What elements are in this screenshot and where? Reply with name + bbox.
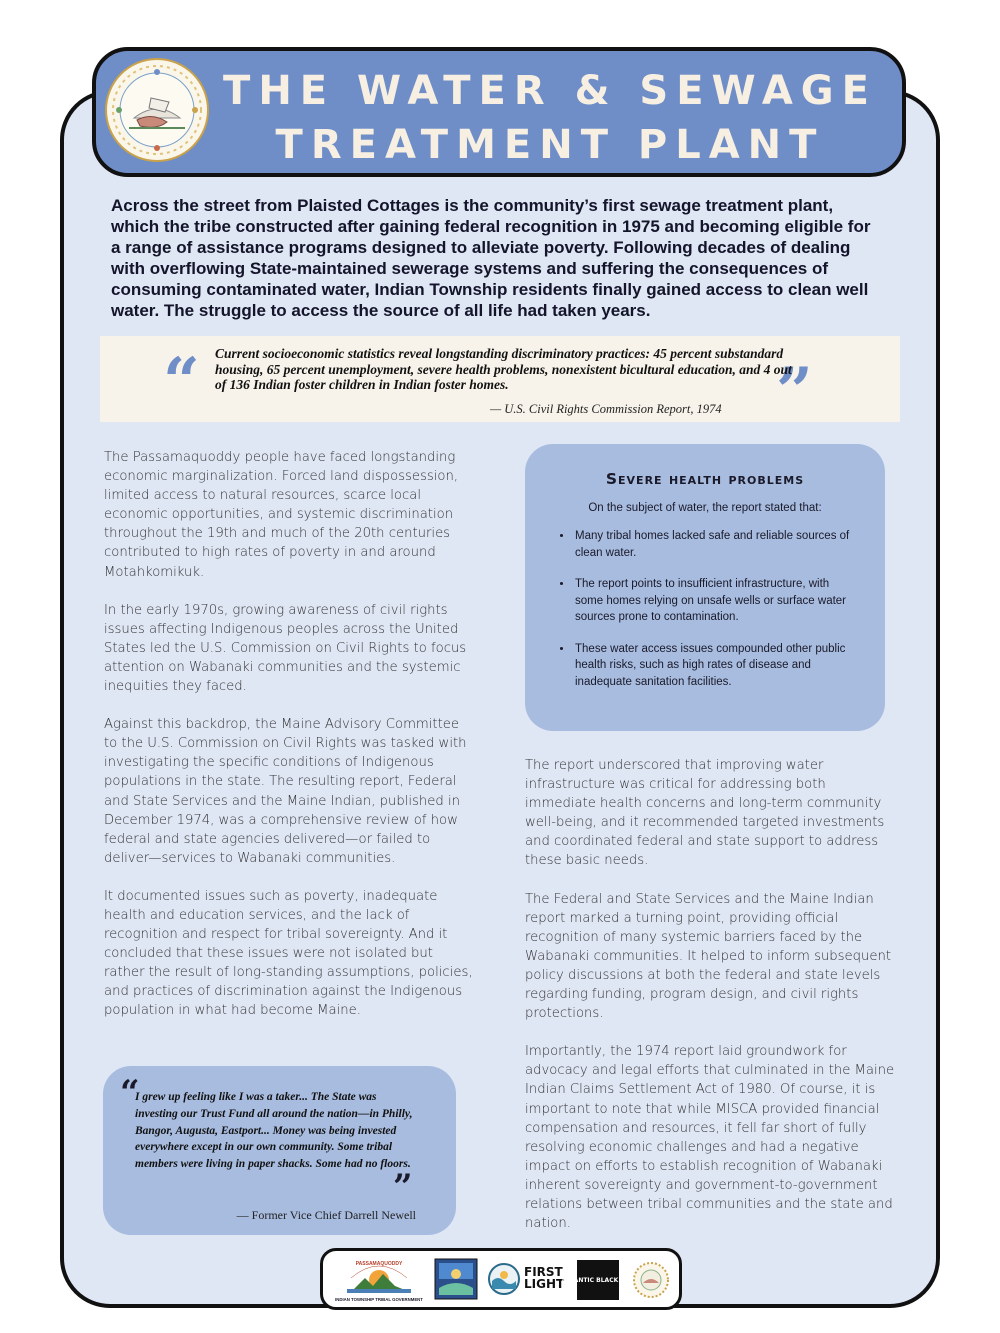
quote-box-text: I grew up feeling like I was a taker... The State was investing our Trust Fund all around the nation—in Philly, Bangor, Augusta, Eastport... Money was being invested everywhere except in our own community. Some tribal members were living in paper shacks. Some had no floors. — [135, 1091, 413, 1171]
intro-paragraph: Across the street from Plaisted Cottages is the community’s first sewage treatment plant, which the tribe constructed after gaining federal recognition in 1975 and becoming eligible for a range of assistance programs designed to alleviate poverty. Following decades of dealing with overflowing State-maintained sewerage systems and suffering the consequences of consuming contaminated water, Indian Township residents finally gained access to clean well water. The struggle to access the source of all life had taken years. — [111, 196, 871, 320]
close-quote-icon: ” — [393, 1167, 413, 1207]
health-box-title: Severe health problems — [605, 470, 805, 488]
quote-box-attribution: — Former Vice Chief Darrell Newell — [236, 1208, 416, 1222]
left-column — [104, 448, 476, 1040]
right-paragraph-2: The Federal and State Services and the Maine Indian report marked a turning point, providing official recognition of many systemic barriers faced by the Wabanaki communities. It helped to inform subsequent policy discussions at both the federal and state levels regarding funding, program design, and civil rights protections. — [525, 891, 892, 1022]
close-quote-icon: ” — [776, 354, 813, 429]
open-quote-icon: “ — [120, 1073, 140, 1113]
tribal-seal-small-icon — [632, 1261, 670, 1299]
atlantic-black-box-logo — [561, 1260, 635, 1300]
first-light-logo: FIRST LIGHT — [524, 1265, 565, 1291]
health-problems-box — [525, 444, 885, 731]
left-paragraph-3: Against this backdrop, the Maine Advisory Committee to the U.S. Commission on Civil Rights was tasked with investigating the specific conditions of Indigenous populations in the state. The resulting report, Federal and State Services and the Maine Indian, published in December 1974, was a comprehensive review of how federal and state agencies delivered—or failed to deliver—services to Wabanaki communities. — [104, 717, 467, 866]
passamaquoddy-badge-icon — [434, 1258, 478, 1300]
pull-quote-text: Current socioeconomic statistics reveal longstanding discriminatory practices: 45 percent substandard housing, 65 percent unemployment, severe health problems, nonexistent bicultural education, and 4 out of 136 Indian foster children in Indian foster homes. — [215, 346, 792, 392]
open-quote-icon: “ — [163, 344, 200, 419]
health-box-list — [553, 528, 857, 690]
list-item: • Many tribal homes lacked safe and reliable sources of clean water. — [573, 528, 857, 561]
list-item: • The report points to insufficient infrastructure, with some homes relying on unsafe wells or surface water sources prone to contamination. — [573, 576, 857, 626]
logo-label: INDIAN TOWNSHIP TRIBAL GOVERNMENT — [335, 1297, 423, 1302]
left-paragraph-2: In the early 1970s, growing awareness of civil rights issues affecting Indigenous peoples across the United States led the U.S. Commission on Civil Rights to focus attention on Wabanaki communities and the systemic inequities they faced. — [104, 602, 467, 695]
left-paragraph-4: It documented issues such as poverty, inadequate health and education services, and the lack of recognition and respect for tribal sovereignty. And it concluded that these issues were not isolated but rather the result of long-standing assumptions, policies, and practices of discrimination against the Indigenous population in what had become Maine. — [104, 888, 473, 1019]
list-item: • These water access issues compounded other public health risks, such as high rates of disease and inadequate sanitation facilities. — [573, 641, 857, 691]
right-paragraph-1: The report underscored that improving water infrastructure was critical for addressing both immediate health concerns and long-term community well-being, and it recommended targeted investments and coordinated federal and state support to address these basic needs. — [525, 758, 885, 869]
page-title — [214, 64, 886, 172]
title-line-2: TREATMENT PLANT — [275, 122, 825, 168]
right-paragraph-3: Importantly, the 1974 report laid groundwork for advocacy and legal efforts that culminated in the Maine Indian Claims Settlement Act of 1980. Of course, it is important to note that while MISCA provided financial compensation and resources, it fell far short of fully resolving economic challenges and had a negative impact on efforts to establish recognition of Wabanaki inherent sovereignty and government-to-government relations between tribal communities and the state and nation. — [525, 1044, 895, 1232]
left-paragraph-1: The Passamaquoddy people have faced longstanding economic marginalization. Forced land dispossession, limited access to natural resources, scarce local economic opportunities, and systemic discrimination throughout the 19th and much of the 20th centuries contributed to high rates of poverty in and around Motahkomikuk. — [104, 450, 459, 580]
health-box-lead: On the subject of water, the report stated that: — [588, 502, 822, 514]
right-column — [525, 756, 895, 1252]
indian-township-logo — [333, 1256, 425, 1304]
pull-quote-attribution: — U.S. Civil Rights Commission Report, 1974 — [490, 402, 722, 416]
water-emblem-icon — [488, 1263, 520, 1295]
title-line-1: THE WATER & SEWAGE — [223, 68, 877, 114]
logo-arc-text: PASSAMAQUODDY — [355, 1261, 403, 1267]
tribal-seal-icon — [105, 58, 209, 162]
atlantic-black-box-text: ATLANTIC BLACK BOX — [561, 1277, 635, 1284]
